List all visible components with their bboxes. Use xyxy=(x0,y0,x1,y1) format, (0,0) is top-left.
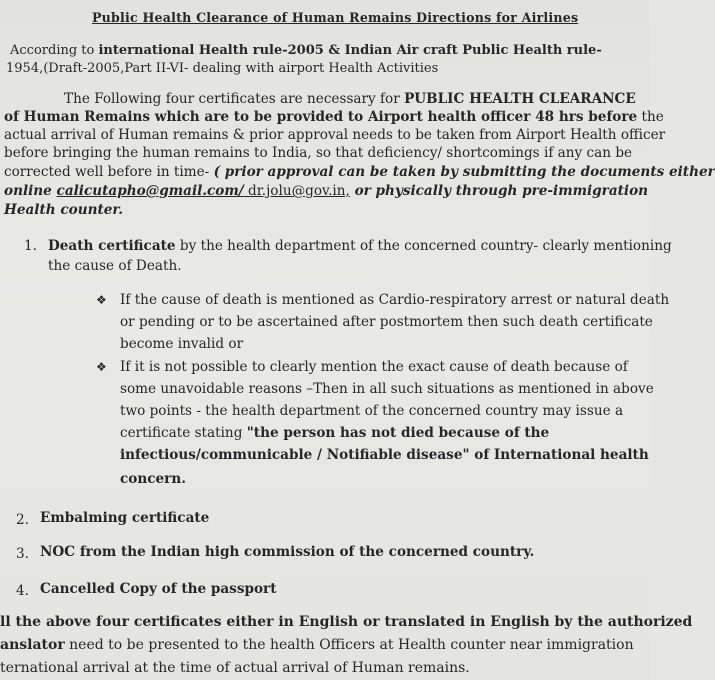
item-1-number: 1. xyxy=(24,238,37,254)
para-line-7: Health counter. xyxy=(4,202,124,218)
bullet-2-line-6: concern. xyxy=(120,471,186,487)
bullet-2-line-1: If it is not possible to clearly mention the exact cause of death because of xyxy=(120,359,628,375)
closing-line-1: ll the above four certificates either in English or translated in English by the authorized xyxy=(0,614,693,630)
item-1-line-2: the cause of Death. xyxy=(48,258,182,274)
para-line-1 xyxy=(64,90,636,108)
email-link-jolu[interactable]: dr.jolu@gov.in, xyxy=(243,183,350,199)
bullet-1-line-1: If the cause of death is mentioned as Cardio-respiratory arrest or natural death xyxy=(120,292,670,308)
closing-line-3: ternational arrival at the time of actual arrival of Human remains. xyxy=(0,660,470,676)
para-approval: ( prior approval can be taken by submitting the documents either xyxy=(213,164,715,180)
intro-text: According to xyxy=(10,43,99,58)
para-line-5 xyxy=(4,163,715,181)
intro-rule-name: international Health rule-2005 & Indian Air craft Public Health rule- xyxy=(98,43,602,58)
noc-label: NOC from the Indian high commission of the concerned country. xyxy=(40,544,535,560)
para-physically: or physically through pre-immigration xyxy=(349,183,649,199)
bullet-2-line-5: infectious/communicable / Notifiable disease" of International health xyxy=(120,447,649,463)
closing-text: need to be presented to the health Officers at Health counter near immigration xyxy=(64,637,634,653)
item-2-number: 2. xyxy=(16,512,29,528)
para-text: corrected well before in time- xyxy=(4,164,214,180)
para-line-2 xyxy=(4,108,664,126)
bullet-1-line-3: become invalid or xyxy=(120,336,244,352)
para-line-6 xyxy=(4,182,648,200)
death-certificate-label: Death certificate xyxy=(48,238,176,254)
bullet-2-line-3: two points - the health department of the concerned country may issue a xyxy=(120,403,624,419)
passport-copy-label: Cancelled Copy of the passport xyxy=(40,581,277,597)
para-clearance: PUBLIC HEALTH CLEARANCE xyxy=(404,91,636,107)
diamond-bullet-icon: ❖ xyxy=(96,360,107,374)
para-text: The Following four certificates are necessary for xyxy=(64,91,405,107)
diamond-bullet-icon: ❖ xyxy=(96,293,107,307)
para-bold: of Human Remains which are to be provided to Airport health officer 48 hrs before xyxy=(4,109,638,125)
item-3-number: 3. xyxy=(16,546,29,562)
translator-label: anslator xyxy=(0,637,65,653)
bullet-2-quote: "the person has not died because of the xyxy=(246,425,550,441)
para-line-4: before bringing the human remains to India, so that deficiency/ shortcomings if any can be xyxy=(4,145,633,161)
closing-line-2 xyxy=(0,636,634,654)
bullet-1-line-2: or pending or to be ascertained after postmortem then such death certificate xyxy=(120,314,653,330)
para-line-3: actual arrival of Human remains & prior approval needs to be taken from Airport Health officer xyxy=(4,127,666,143)
email-link-calicut[interactable]: calicutapho@gmail.com/ xyxy=(56,183,244,199)
intro-line-1 xyxy=(10,42,602,60)
para-text: the xyxy=(637,109,664,125)
embalming-certificate-label: Embalming certificate xyxy=(40,510,210,526)
document-title: Public Health Clearance of Human Remains Directions for Airlines xyxy=(92,10,579,25)
bullet-2-line-4 xyxy=(120,424,549,442)
bullet-2-line-2: some unavoidable reasons –Then in all such situations as mentioned in above xyxy=(120,381,654,397)
bullet-2-text: certificate stating xyxy=(120,425,247,441)
item-4-number: 4. xyxy=(16,583,29,599)
item-1-text: by the health department of the concerned country- clearly mentioning xyxy=(175,238,672,254)
intro-line-2: 1954,(Draft-2005,Part II-VI- dealing with airport Health Activities xyxy=(6,61,439,76)
item-1-line-1 xyxy=(48,237,672,255)
para-online: online xyxy=(4,183,57,199)
